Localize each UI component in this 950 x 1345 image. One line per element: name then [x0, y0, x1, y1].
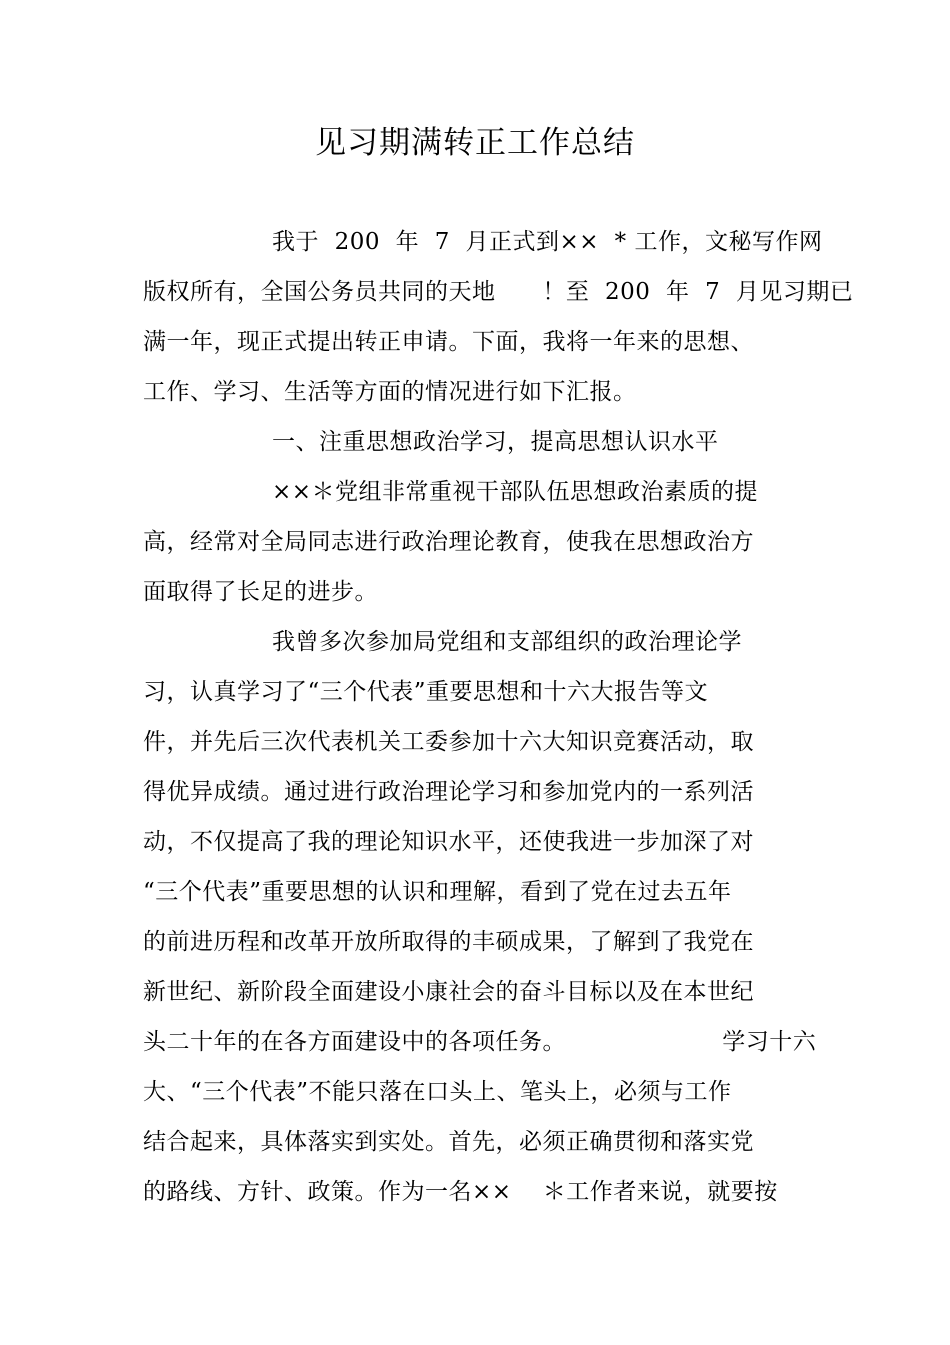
paragraph-line: 面取得了长足的进步。: [143, 579, 378, 605]
paragraph-line: 我曾多次参加局党组和支部组织的政治理论学: [272, 629, 742, 655]
paragraph-line: 得优异成绩。通过进行政治理论学习和参加党内的一系列活: [143, 779, 754, 805]
paragraph-line: 满一年，现正式提出转正申请。下面，我将一年来的思想、: [143, 329, 754, 355]
document-title: 见习期满转正工作总结: [315, 125, 635, 161]
paragraph-line: 头二十年的在各方面建设中的各项任务。 学习十六: [143, 1029, 817, 1055]
paragraph-line: 习，认真学习了“三个代表”重要思想和十六大报告等文: [143, 679, 709, 705]
paragraph-line: 大、“三个代表”不能只落在口头上、笔头上，必须与工作: [143, 1079, 732, 1105]
paragraph-line: 高，经常对全局同志进行政治理论教育，使我在思想政治方: [143, 529, 754, 555]
paragraph-line: “三个代表”重要思想的认识和理解，看到了党在过去五年: [143, 879, 732, 905]
paragraph-line: 动，不仅提高了我的理论知识水平，还使我进一步加深了对: [143, 829, 754, 855]
paragraph-line: 结合起来，具体落实到实处。首先，必须正确贯彻和落实党: [143, 1129, 754, 1155]
section-heading: 一、注重思想政治学习，提高思想认识水平: [272, 429, 719, 455]
paragraph-line: 我于 200 年 7 月正式到×× * 工作，文秘写作网: [272, 229, 823, 255]
paragraph-line: 版权所有，全国公务员共同的天地 ！至 200 年 7 月见习期已: [143, 279, 854, 305]
paragraph-line: 件，并先后三次代表机关工委参加十六大知识竞赛活动，取: [143, 729, 754, 755]
paragraph-line: ××＊党组非常重视干部队伍思想政治素质的提: [272, 479, 759, 505]
paragraph-line: 工作、学习、生活等方面的情况进行如下汇报。: [143, 379, 637, 405]
paragraph-line: 新世纪、新阶段全面建设小康社会的奋斗目标以及在本世纪: [143, 979, 754, 1005]
paragraph-line: 的前进历程和改革开放所取得的丰硕成果，了解到了我党在: [143, 929, 754, 955]
paragraph-line: 的路线、方针、政策。作为一名×× ＊工作者来说，就要按: [143, 1179, 778, 1205]
